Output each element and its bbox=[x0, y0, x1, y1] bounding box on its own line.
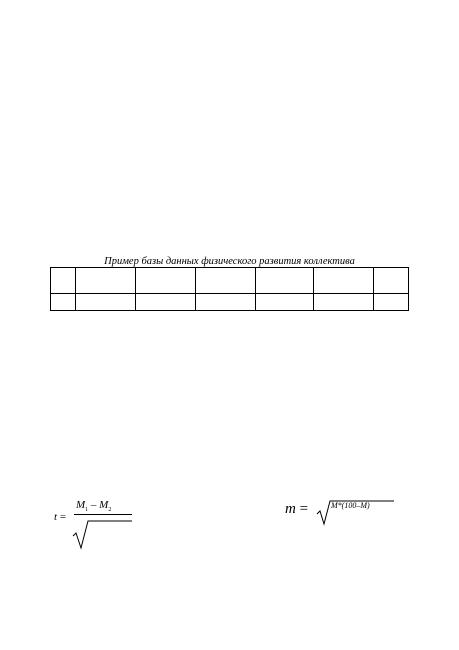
table-cell bbox=[374, 294, 409, 311]
table-cell bbox=[314, 268, 374, 294]
formula-radicand: M*(100–M) bbox=[331, 501, 370, 510]
table-cell bbox=[136, 268, 196, 294]
formula-lhs: m = bbox=[285, 501, 309, 517]
table-cell bbox=[51, 294, 76, 311]
sqrt-sign-icon bbox=[72, 518, 134, 550]
fraction-bar bbox=[74, 514, 132, 515]
error-formula bbox=[285, 498, 405, 528]
table-cell bbox=[374, 268, 409, 294]
table-cell bbox=[196, 268, 256, 294]
table-cell bbox=[136, 294, 196, 311]
table-row bbox=[51, 268, 409, 294]
data-table bbox=[50, 267, 409, 311]
table-row bbox=[51, 294, 409, 311]
table-cell bbox=[76, 268, 136, 294]
table-cell bbox=[256, 268, 314, 294]
formula-lhs: t = bbox=[54, 511, 67, 523]
table-cell bbox=[196, 294, 256, 311]
table-cell bbox=[256, 294, 314, 311]
table-cell bbox=[314, 294, 374, 311]
table-cell bbox=[51, 268, 76, 294]
t-test-formula bbox=[54, 498, 144, 560]
table-cell bbox=[76, 294, 136, 311]
table-caption: Пример базы данных физического развития коллектива bbox=[104, 256, 355, 267]
formula-numerator: $M_1 - M_2$ bbox=[76, 499, 112, 514]
